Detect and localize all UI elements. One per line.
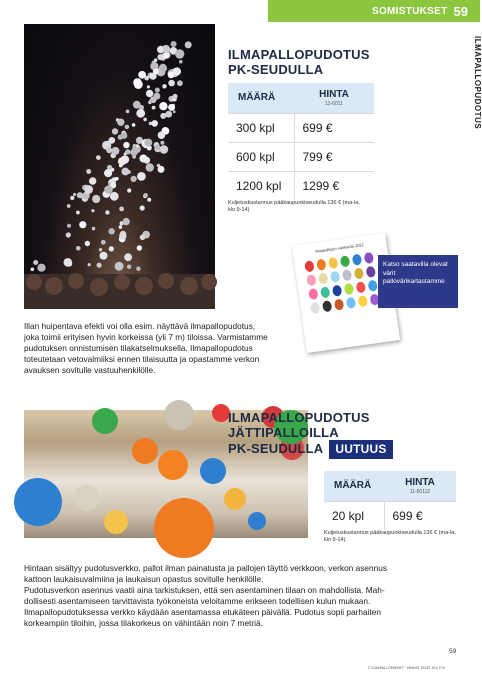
falling-balloon — [123, 218, 130, 225]
falling-balloon — [143, 118, 147, 122]
falling-balloon — [119, 207, 124, 212]
falling-balloon — [92, 227, 96, 231]
price-cell: 799 € — [294, 142, 374, 171]
falling-balloon — [86, 169, 91, 174]
falling-balloon — [91, 209, 94, 212]
falling-balloon — [168, 80, 175, 87]
falling-balloon — [149, 73, 156, 80]
falling-balloon — [67, 204, 71, 208]
falling-balloon — [143, 157, 150, 164]
product2-title — [228, 410, 393, 459]
new-badge: UUTUUS — [329, 440, 392, 459]
color-swatch — [352, 254, 362, 266]
text-line: joka toimii erityisen hyvin korkeissa (yli 7 m) tiloissa. Varmistamme — [24, 332, 268, 342]
falling-balloon — [88, 263, 91, 266]
text-line: Illan huipentava efekti voi olla esim. näyttävä ilmapallopudotus, — [24, 321, 256, 331]
falling-balloon — [185, 41, 192, 48]
falling-balloon — [79, 221, 86, 228]
product2-price-table — [324, 471, 456, 530]
price-cell: 699 € — [384, 501, 456, 530]
text-line: avauksen sovitulle vastuuhenkilölle. — [24, 365, 156, 375]
price-header-label: HINTA — [319, 88, 349, 100]
header-page-number: 59 — [453, 3, 468, 19]
falling-balloon — [144, 76, 149, 81]
falling-balloon — [37, 264, 45, 272]
product2-shipping-note: Kuljetuskustannus pääkaupunkiseudulla 136 € (ma-la, klo 9-14) — [324, 530, 456, 543]
text-line: toteutetaan vetovalmiiksi ennen tilaisuutta ja opastamme verkon — [24, 354, 260, 364]
falling-balloon — [73, 193, 76, 196]
color-swatch — [356, 281, 366, 293]
price-header — [294, 83, 374, 113]
color-swatch — [342, 269, 352, 281]
product1-title-line1: ILMAPALLOPUDOTUS — [228, 47, 370, 62]
color-swatch — [332, 285, 342, 297]
color-swatch — [322, 300, 332, 312]
falling-balloon — [119, 225, 123, 229]
table-row — [324, 501, 456, 530]
side-section-label: ILMAPALLOPUDOTUS — [473, 36, 482, 130]
color-swatch — [318, 272, 328, 284]
color-swatch — [306, 274, 316, 286]
falling-balloon — [179, 60, 183, 64]
falling-balloon — [136, 144, 139, 147]
falling-balloon — [172, 94, 177, 99]
falling-balloon — [115, 177, 119, 181]
price-header-label: HINTA — [405, 476, 435, 488]
falling-balloon — [125, 125, 130, 130]
balloon-drop-illustration — [24, 24, 215, 309]
falling-balloon — [89, 177, 96, 184]
falling-balloon — [108, 137, 115, 144]
falling-balloon — [66, 232, 71, 237]
falling-balloon — [173, 67, 181, 75]
falling-balloon — [154, 58, 158, 62]
falling-balloon — [121, 168, 129, 176]
falling-balloon — [67, 224, 71, 228]
product2-title-line1: ILMAPALLOPUDOTUS — [228, 410, 370, 425]
color-swatch — [346, 297, 356, 309]
price-cell: 1299 € — [294, 171, 374, 200]
color-swatch — [320, 286, 330, 298]
product1-title — [228, 47, 370, 77]
falling-balloon — [33, 260, 38, 265]
falling-balloon — [159, 102, 167, 110]
falling-balloon — [119, 232, 126, 239]
falling-balloon — [97, 263, 102, 268]
qty-header: MÄÄRÄ — [324, 471, 384, 501]
falling-balloon — [140, 205, 145, 210]
catalog-title: Ilmapallojen värikartta 2021 — [315, 242, 365, 254]
text-line: Hintaan sisältyy pudotusverkko, pallot ilman painatusta ja pallojen täyttö verkkoon, verkon asennus — [24, 563, 387, 573]
color-swatch — [334, 299, 344, 311]
falling-balloon — [159, 64, 167, 72]
falling-balloon — [126, 110, 130, 114]
qty-cell: 300 kpl — [228, 113, 294, 142]
product-code: 11-60112 — [409, 488, 431, 495]
falling-balloon — [165, 111, 172, 118]
falling-balloon — [118, 157, 126, 165]
falling-balloon — [110, 192, 119, 201]
falling-balloon — [163, 46, 170, 53]
falling-balloon — [100, 252, 108, 260]
color-swatch — [304, 260, 314, 272]
falling-balloon — [127, 188, 131, 192]
falling-balloon — [177, 80, 183, 86]
qty-cell: 600 kpl — [228, 142, 294, 171]
falling-balloon — [127, 265, 131, 269]
falling-balloon — [162, 84, 166, 88]
falling-balloon — [158, 131, 166, 139]
product1-description — [24, 321, 294, 376]
falling-balloon — [173, 110, 176, 113]
color-swatch — [328, 257, 338, 269]
falling-balloon — [171, 41, 177, 47]
balloon-drop-photo — [24, 24, 215, 309]
falling-balloon — [137, 245, 142, 250]
falling-balloon — [101, 240, 106, 245]
falling-balloon — [104, 169, 112, 177]
falling-balloon — [115, 262, 124, 271]
copyright: © ILMAPALLOMIEHET · HINNAT EIVÄT ALV 0 % — [368, 666, 445, 670]
falling-balloon — [85, 241, 90, 246]
falling-balloon — [147, 85, 150, 88]
falling-balloon — [155, 88, 160, 93]
price-header — [384, 471, 456, 501]
falling-balloon — [96, 155, 101, 160]
falling-balloon — [76, 246, 81, 251]
product2-title-line3: PK-SEUDULLA — [228, 440, 324, 456]
falling-balloon — [31, 267, 35, 271]
qty-cell: 20 kpl — [324, 501, 384, 530]
color-swatch — [344, 283, 354, 295]
product2-title-line2: JÄTTIPALLOILLA — [228, 425, 339, 440]
falling-balloon — [117, 119, 124, 126]
text-line: dollisesti asentamiseen tarvittavista työkoneista veloitamme erikseen todellisen kulun mukaan. — [24, 596, 371, 606]
color-swatch — [340, 255, 350, 267]
falling-balloon — [124, 253, 132, 261]
falling-balloon — [155, 145, 161, 151]
falling-balloon — [137, 172, 146, 181]
table-row — [228, 171, 374, 200]
falling-balloon — [111, 147, 119, 155]
falling-balloon — [146, 90, 153, 97]
falling-balloon — [157, 164, 161, 168]
falling-balloon — [144, 193, 148, 197]
falling-balloon — [121, 132, 128, 139]
text-line: Pudotusverkon asennus vaatii aina tarkistuksen, että sen asentaminen tilaan on mahdollista. Mah- — [24, 585, 385, 595]
falling-balloon — [106, 147, 112, 153]
section-tab — [268, 0, 480, 22]
falling-balloon — [112, 128, 118, 134]
falling-balloon — [168, 104, 175, 111]
falling-balloon — [136, 109, 145, 118]
qty-header: MÄÄRÄ — [228, 83, 294, 113]
falling-balloon — [160, 145, 169, 154]
falling-balloon — [160, 113, 166, 119]
falling-balloon — [70, 196, 74, 200]
falling-balloon — [175, 49, 184, 58]
falling-balloon — [157, 54, 163, 60]
text-line: pudotuksen onnistumisen tilakatselmuksella. Ilmapallopudotus — [24, 343, 253, 353]
product1-shipping-note: Kuljetuskustannus pääkaupunkiseudulla 136 € (ma-la, klo 9-14) — [228, 200, 360, 213]
falling-balloon — [160, 141, 164, 145]
section-label: SOMISTUKSET — [372, 5, 448, 17]
product2-description — [24, 563, 454, 629]
text-line: kattoon laukaisuvalmiina ja laukaisun opastus sovitulle henkilölle. — [24, 574, 264, 584]
product1-title-line2: PK-SEUDULLA — [228, 62, 324, 77]
falling-balloon — [149, 99, 152, 102]
falling-balloon — [153, 93, 160, 100]
text-line: korkeampiin tiloihin, jossa tilakorkeus on vähintään noin 7 metriä. — [24, 618, 263, 628]
falling-balloon — [109, 246, 114, 251]
falling-balloon — [131, 176, 137, 182]
falling-balloon — [130, 149, 137, 156]
color-swatch — [308, 288, 318, 300]
table-row — [228, 113, 374, 142]
falling-balloon — [152, 106, 156, 110]
falling-balloon — [123, 142, 129, 148]
falling-balloon — [99, 248, 103, 252]
product-code: 11-6011 — [325, 100, 343, 107]
falling-balloon — [84, 185, 93, 194]
color-swatch — [330, 271, 340, 283]
falling-balloon — [64, 258, 73, 267]
falling-balloon — [140, 235, 146, 241]
color-swatch — [364, 252, 374, 264]
color-swatch — [366, 266, 376, 278]
falling-balloon — [136, 266, 141, 271]
color-chart-info-box: Katso saatavilla olevat värit pallovärikartastamme — [378, 255, 458, 308]
color-swatch — [358, 295, 368, 307]
falling-balloon — [105, 210, 109, 214]
falling-balloon — [133, 78, 141, 86]
falling-balloon — [144, 139, 152, 147]
falling-balloon — [92, 195, 100, 203]
qty-cell: 1200 kpl — [228, 171, 294, 200]
product1-price-table — [228, 83, 374, 200]
text-line: Ilmapallopudotuksessa verkko käydään asentamassa etukäteen päivällä. Pudotus sopii parhaiten — [24, 607, 381, 617]
falling-balloon — [151, 120, 158, 127]
price-cell: 699 € — [294, 113, 374, 142]
falling-balloon — [146, 163, 154, 171]
footer-page-number: 59 — [449, 648, 457, 655]
falling-balloon — [76, 211, 80, 215]
table-row — [228, 142, 374, 171]
color-swatch — [354, 267, 364, 279]
color-swatch — [310, 302, 320, 314]
color-swatch — [316, 259, 326, 271]
falling-balloon — [125, 149, 130, 154]
falling-balloon — [132, 123, 136, 127]
falling-balloon — [108, 228, 114, 234]
falling-balloon — [104, 186, 112, 194]
color-swatch — [368, 280, 378, 292]
falling-balloon — [147, 198, 151, 202]
